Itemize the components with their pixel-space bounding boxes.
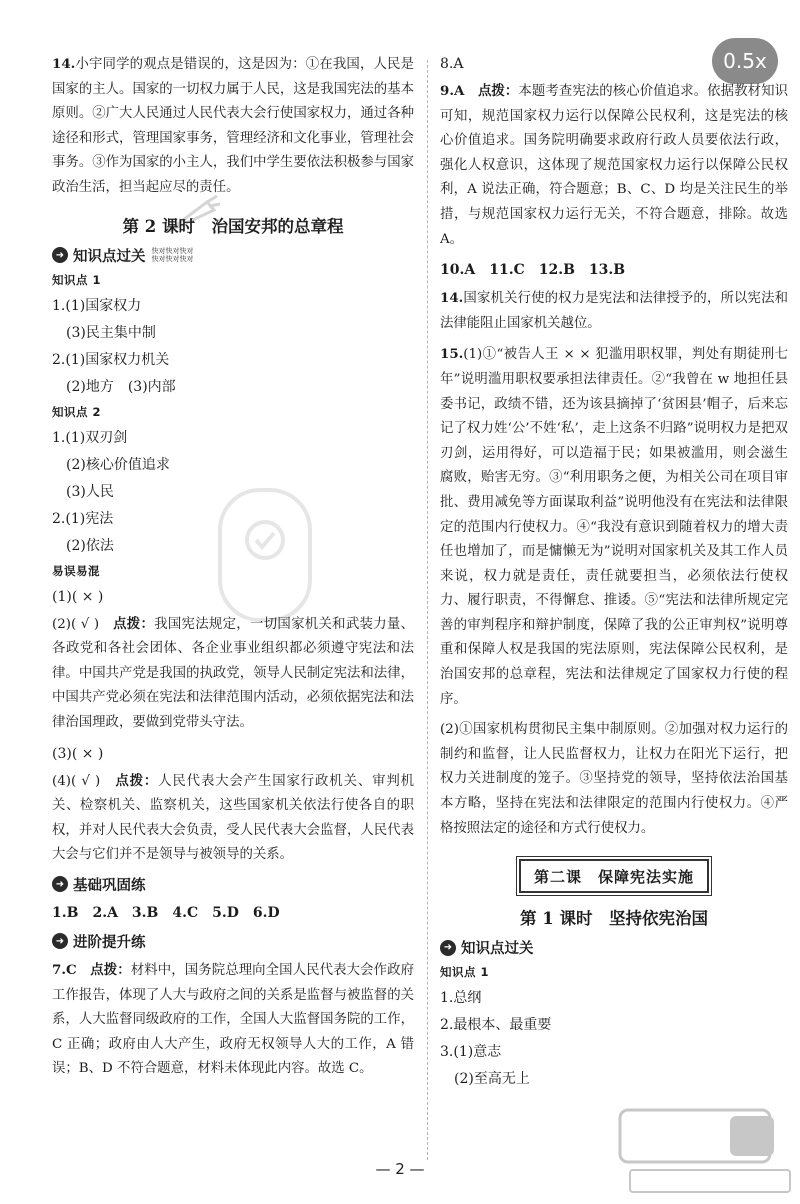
right-q8: 8.A [440,56,464,72]
lesson-title: 第 1 课时 坚持依宪治国 [520,909,708,929]
zoom-badge[interactable]: 0.5x [712,38,778,84]
mistake-label: 易误易混 [52,563,100,578]
judgement-item: (4)( √ ) 点拨：人民代表大会产生国家行政机关、审判机关、检察机关、监察机关，这些国家机关依法行使各自的职权，并对人民代表大会负责，受人民代表大会监督，人民代表大会与它们并不是领导与被领导的关系。 [52,772,415,863]
list-item: 3.(1)意志 [440,1044,502,1061]
list-item: 1.总纲 [440,990,482,1007]
right-q15-part2: (2)①国家机构贯彻民主集中制原则。②加强对权力运行的制约和监督，让人民监督权力，让权力在阳光下运行，把权力关进制度的笼子。③坚持党的领导，坚持依法治国基本方略，坚持在宪法和法律限定的范围内行使权力。④严格按照法定的途径和方式行使权力。 [440,722,788,836]
section-arrow-icon: ➜ [52,247,68,263]
basic-answers: 1.B 2.A 3.B 4.C 5.D 6.D [52,904,280,921]
section-knowledge: ➜ 知识点过关 快对快对快对 快对快对快对 [52,245,414,266]
kp1-label: 知识点 1 [440,965,490,980]
section-knowledge: ➜ 知识点过关 [440,937,788,958]
list-item: 2.(1)宪法 [52,510,114,527]
list-item: 2.最根本、最重要 [440,1017,552,1034]
list-item: 1.(1)双刃剑 [52,429,128,446]
left-q7: 7.C 点拨：材料中，国务院总理向全国人民代表大会作政府工作报告，体现了人大与政府之间的关系是监督与被监督的关系，人大监督同级政府的工作，全国人大监督国务院的工作，C 正确；政府由人大产生，政府无权领导人大的工作，A 错误；B、D 不符合题意，材料未体现此内容。故选 C。 [52,961,415,1077]
list-item: (2)地方 (3)内部 [66,378,176,395]
left-q14: 14.小宇同学的观点是错误的，这是因为：①在我国，人民是国家的主人。国家的一切权力属于人民，这是我国宪法的基本原则。②广大人民通过人民代表大会行使国家权力，通过各种途径和形式，管理国家事务，管理经济和文化事业，管理社会事务。③作为国家的小主人，我们中学生要依法积极参与国家政治生活，担当起应尽的责任。 [52,56,414,195]
lesson-title: 第 2 课时 治国安邦的总章程 [122,216,344,236]
list-item: (2)至高无上 [454,1071,530,1088]
page-number: — 2 — [375,1160,425,1178]
site-logo-watermark-icon [610,1100,800,1200]
section-arrow-icon: ➜ [440,940,456,956]
unit-title: 第二课 保障宪法实施 [519,859,709,893]
right-q9: 9.A 点拨：本题考查宪法的核心价值追求。依据教材知识可知，规范国家权力运行以保障公民权利，这是宪法的核心价值追求。国务院明确要求政府行政人员要依法行政，强化人权意识，这体现了规范国家权力运行以保障公民权利，A 说法正确，符合题意；B、C、D 均是关注民生的举措，与规范国家权力运行无关，不符合题意，排除。故选 A。 [440,83,788,247]
list-item: 1.(1)国家权力 [52,297,142,314]
section-basic: ➜ 基础巩固练 [52,874,414,895]
answers-10-13: 10.A 11.C 12.B 13.B [440,262,626,279]
section-arrow-icon: ➜ [52,876,68,892]
section-advanced: ➜ 进阶提升练 [52,931,414,952]
left-column [52,52,414,1088]
list-item: (2)核心价值追求 [66,456,170,473]
list-item: (3)人民 [66,483,114,500]
judgement-item: (1)( × ) [52,588,104,605]
list-item: (2)依法 [66,537,114,554]
kp1-label: 知识点 1 [52,272,102,287]
list-item: (3)民主集中制 [66,324,156,341]
judgement-item: (2)( √ ) 点拨：我国宪法规定，一切国家机关和武装力量、各政党和各社会团体、各企业事业组织都必须遵守宪法和法律。中国共产党是我国的执政党，领导人民制定宪法和法律，中国共产党必须在宪法和法律范围内活动，必须依据宪法和法律治国理政，要做到党带头守法。 [52,615,415,730]
kp2-label: 知识点 2 [52,404,102,419]
section-arrow-icon: ➜ [52,933,68,949]
column-divider [427,60,428,1160]
right-q15-part1: 15.(1)①“被告人王 × × 犯滥用职权罪，判处有期徒刑七年”说明滥用职权要承担法律责任。②“我曾在 w 地担任县委书记，政绩不错，还为该县摘掉了‘贫困县’帽子，后来忘记了权力姓‘公’不姓‘私’，走上这条不归路”说明权力是把双刃剑，运用得好，可以造福于民；如果被滥用，则会滋生腐败，贻害无穷。③“利用职务之便，为相关公司在项目审批、费用减免等方面谋取利益”说明他没有在宪法和法律限定的范围内行使权力。④“我没有意识到随着权力的增大责任也增加了，而是慵懒无为”说明对国家机关及其工作人员来说，权力就是责任，责任就要担当，必须依法行使权力、履行职责，不得懈怠、推诿。⑤“宪法和法律所规定完善的审判程序和辩护制度，保障了我的公正审判权”说明尊重和保障人权是我国的宪法原则，宪法保障公民权利，是治国安邦的总章程，宪法和法律规定了国家权力行使的程序。 [440,346,788,707]
list-item: 2.(1)国家权力机关 [52,351,170,368]
right-column [440,52,788,1094]
judgement-item: (3)( × ) [52,745,104,762]
right-q14: 14.国家机关行使的权力是宪法和法律授予的，所以宪法和法律能阻止国家机关越位。 [440,290,788,331]
